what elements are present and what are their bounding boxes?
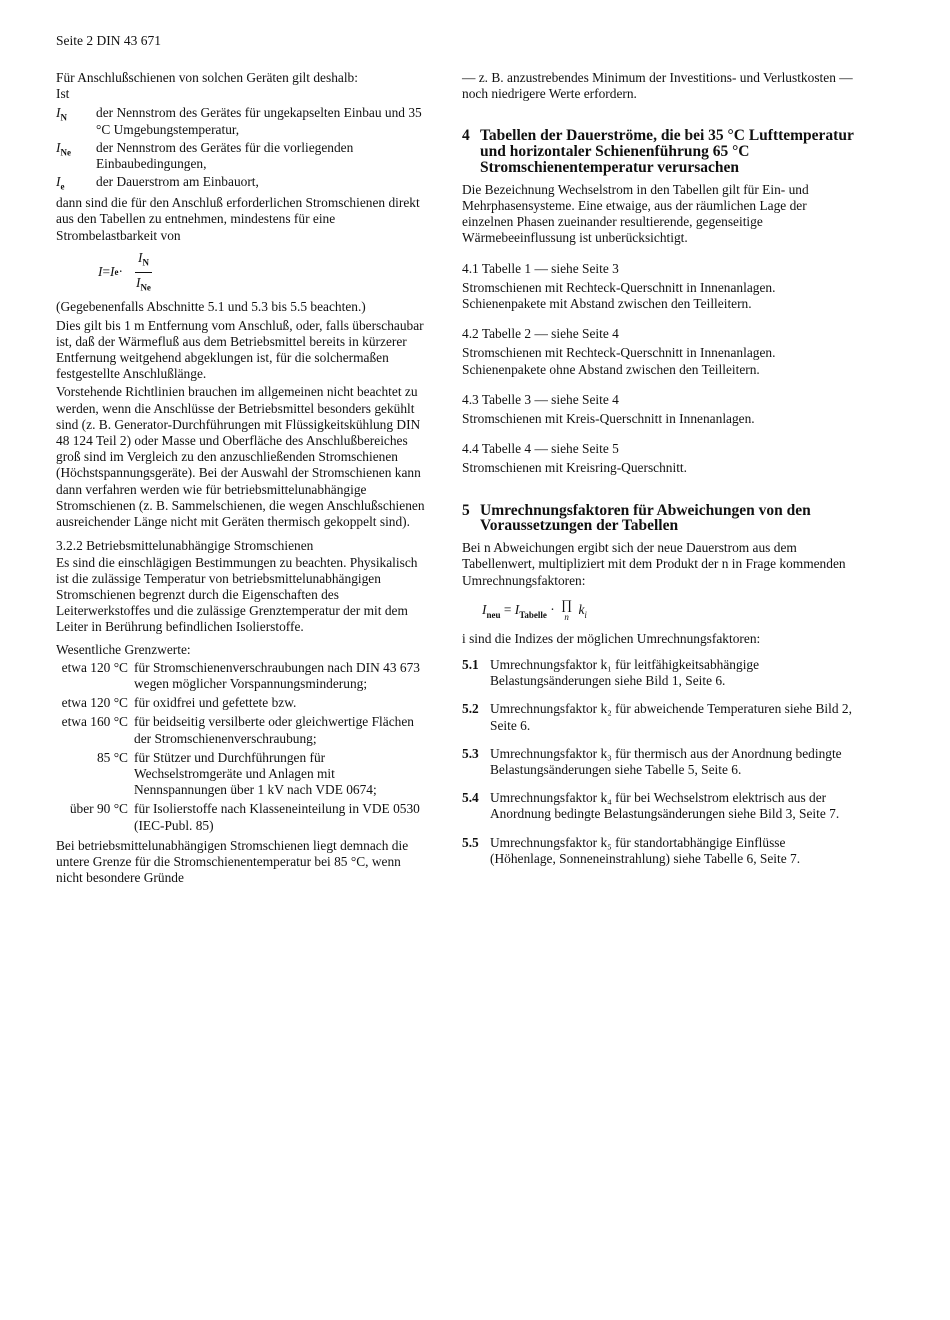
paragraph: Dies gilt bis 1 m Entfernung vom Anschluß, oder, falls überschaubar ist, daß der Wärmefluß aus dem Betriebsmittel bereits in kürzerer Entfernung weitgehend abgeklungen ist, für die solchermaßen festgestellte Anschlußlänge. bbox=[56, 317, 424, 382]
limit-desc: für Stützer und Durchführungen für Wechselstromgeräte und Anlagen mit Nennspannungen über 1 kV nach VDE 0674; bbox=[134, 749, 377, 798]
definition-symbol: $I_{Ne}$ bbox=[56, 139, 71, 158]
factor-item bbox=[462, 835, 854, 867]
factor-item bbox=[462, 746, 854, 778]
factor-text: Umrechnungsfaktor k₄ für bei Wechselstrom elektrisch aus der Anordnung bedingte Belastungsänderungen siehe Bild 3, Seite 7. bbox=[490, 790, 840, 822]
table-ref-text: Stromschienen mit Rechteck-Querschnitt in Innenanlagen. Schienenpakete mit Abstand zwischen den Teilleitern. bbox=[462, 279, 776, 312]
formula-current: I = I e · $\frac{I_N}{I_{Ne}}$ bbox=[98, 250, 428, 296]
paragraph: Bei n Abweichungen ergibt sich der neue Dauerstrom aus dem Tabellenwert, multipliziert mit dem Produkt der n in Frage kommenden Umrechnungsfaktoren: bbox=[462, 540, 846, 588]
formula-fraction: $\frac{I_N}{I_{Ne}}$ bbox=[135, 249, 151, 293]
table-ref-heading: 4.4 Tabelle 4 — siehe Seite 5 bbox=[462, 441, 619, 457]
paragraph: — z. B. anzustrebendes Minimum der Investitions- und Verlustkosten — noch niedrigere Werte erfordern. bbox=[462, 70, 853, 102]
table-ref-heading: 4.2 Tabelle 2 — siehe Seite 4 bbox=[462, 326, 619, 342]
paragraph: Vorstehende Richtlinien brauchen im allgemeinen nicht beachtet zu werden, wenn die Anschlüsse der Betriebsmittel besonders gekühlt sind (z. B. Generator-Durchführungen mit Flüssigkeitskühlung DIN 48 124 Teil 2) oder Masse und Oberfläche des Anschlußbereiches groß sind im Vergleich zu den anzuschließenden Stromschienen (Höchstspannungsgeräte). Bei der Auswahl der Stromschienen kann dann verfahren werden wie für betriebsmittelunabhängige Stromschienen (z. B. Sammelschienen, die wegen Anschlußschienen ausreichender Länge nicht mit Geräten thermisch gekoppelt sind). bbox=[56, 384, 425, 530]
limit-row bbox=[56, 660, 428, 692]
definition-text: der Nennstrom des Gerätes für ungekapselten Einbau und 35 °C Umgebungstemperatur, bbox=[96, 105, 422, 137]
factor-number: 5.2 bbox=[462, 701, 479, 717]
formula-conversion: $I_{neu} = I_{Tabelle}$ · ∏ n $k_i$ bbox=[482, 596, 587, 622]
definition-item bbox=[56, 105, 428, 137]
limit-value: etwa 120 °C bbox=[61, 659, 128, 675]
intro-line: Für Anschlußschienen von solchen Geräten gilt deshalb: bbox=[56, 70, 358, 85]
definition-symbol: $I_N$ bbox=[56, 105, 67, 124]
limit-value: etwa 160 °C bbox=[61, 714, 128, 730]
page-header: Seite 2 DIN 43 671 bbox=[56, 33, 161, 48]
paragraph: i sind die Indizes der möglichen Umrechnungsfaktoren: bbox=[462, 630, 761, 646]
table-ref bbox=[462, 326, 854, 378]
factor-item bbox=[462, 701, 854, 733]
limit-value: über 90 °C bbox=[69, 801, 128, 817]
limit-value: 85 °C bbox=[96, 749, 128, 765]
factor-item bbox=[462, 657, 854, 689]
factor-text: Umrechnungsfaktor k₂ für abweichende Temperaturen siehe Bild 2, Seite 6. bbox=[490, 701, 852, 733]
limit-row bbox=[56, 695, 428, 711]
paragraph: Bei betriebsmittelunabhängigen Stromschienen liegt demnach die untere Grenze für die Stromschienentemperatur bei 85 °C, wenn nicht besondere Gründe bbox=[56, 837, 409, 886]
limit-value: etwa 120 °C bbox=[61, 695, 128, 711]
limit-row bbox=[56, 714, 428, 746]
limit-row bbox=[56, 750, 428, 799]
definition-text: der Nennstrom des Gerätes für die vorliegenden Einbaubedingungen, bbox=[96, 139, 354, 172]
right-column bbox=[462, 70, 854, 867]
limits-title: Wesentliche Grenzwerte: bbox=[56, 641, 191, 657]
table-ref-heading: 4.3 Tabelle 3 — siehe Seite 4 bbox=[462, 391, 619, 407]
table-ref bbox=[462, 261, 854, 313]
factor-text: Umrechnungsfaktor k₃ für thermisch aus der Anordnung bedingte Belastungsänderungen siehe Tabelle 5, Seite 6. bbox=[490, 745, 842, 778]
paragraph: (Gegebenenfalls Abschnitte 5.1 und 5.3 bis 5.5 beachten.) bbox=[56, 299, 366, 315]
factor-text: Umrechnungsfaktor k₅ für standortabhängige Einflüsse (Höhenlage, Sonneneinstrahlung) siehe Tabelle 6, Seite 7. bbox=[490, 834, 801, 866]
table-ref bbox=[462, 441, 854, 476]
factor-item bbox=[462, 790, 854, 822]
factor-number: 5.1 bbox=[462, 657, 479, 673]
factor-number: 5.4 bbox=[462, 790, 479, 806]
table-ref bbox=[462, 392, 854, 427]
product-symbol: ∏ n bbox=[561, 596, 573, 622]
definition-item bbox=[56, 174, 428, 195]
table-ref-text: Stromschienen mit Kreis-Querschnitt in Innenanlagen. bbox=[462, 411, 755, 427]
definition-text: der Dauerstrom am Einbauort, bbox=[96, 174, 259, 190]
factor-number: 5.5 bbox=[462, 834, 479, 850]
limit-desc: für Isolierstoffe nach Klasseneinteilung in VDE 0530 (IEC-Publ. 85) bbox=[134, 801, 420, 833]
paragraph: dann sind die für den Anschluß erforderlichen Stromschienen direkt aus den Tabellen zu entnehmen, mindestens für eine Strombelastbarkeit von bbox=[56, 195, 420, 243]
factor-text: Umrechnungsfaktor k₁ für leitfähigkeitsabhängige Belastungsänderungen siehe Bild 1, Seite 6. bbox=[490, 657, 760, 689]
section-heading-3-2-2: 3.2.2 Betriebsmittelunabhängige Stromschienen bbox=[56, 538, 314, 554]
definition-item bbox=[56, 140, 428, 172]
section-heading-4: 4 Tabellen der Dauerströme, die bei 35 °C Lufttemperatur und horizontaler Schienenführung 65 °C Stromschienentemperatur verursachen bbox=[462, 127, 854, 176]
left-column bbox=[56, 70, 428, 886]
table-ref-heading: 4.1 Tabelle 1 — siehe Seite 3 bbox=[462, 260, 619, 276]
section-heading-5: 5 Umrechnungsfaktoren für Abweichungen von den Voraussetzungen der Tabellen bbox=[462, 501, 811, 535]
limit-desc: für oxidfrei und gefettete bzw. bbox=[134, 695, 297, 711]
limit-desc: für Stromschienenverschraubungen nach DIN 43 673 wegen möglicher Vorspannungsminderung; bbox=[134, 659, 420, 691]
limit-desc: für beidseitig versilberte oder gleichwertige Flächen der Stromschienenverschraubung; bbox=[134, 714, 414, 746]
paragraph: Die Bezeichnung Wechselstrom in den Tabellen gilt für Ein- und Mehrphasensysteme. Eine etwaige, aus der räumlichen Lage der einzelnen Phasen zueinander resultierende, gegenseitige Wärmebeeinflussung ist unberücksichtigt. bbox=[462, 181, 809, 246]
factor-number: 5.3 bbox=[462, 745, 479, 761]
table-ref-text: Stromschienen mit Kreisring-Querschnitt. bbox=[462, 460, 687, 476]
intro-ist: Ist bbox=[56, 86, 70, 102]
table-ref-text: Stromschienen mit Rechteck-Querschnitt in Innenanlagen. Schienenpakete ohne Abstand zwischen den Teilleitern. bbox=[462, 345, 776, 377]
definition-symbol: $I_e$ bbox=[56, 174, 65, 192]
limit-row bbox=[56, 801, 428, 833]
paragraph: Es sind die einschlägigen Bestimmungen zu beachten. Physikalisch ist die zulässige Temperatur von betriebsmittelunabhängigen Stromschienen begrenzt durch die Eigenschaften des Leiterwerkstoffes und die zulässige Grenztemperatur der mit dem Leiter in Berührung befindlichen Isolierstoffe. bbox=[56, 554, 418, 635]
